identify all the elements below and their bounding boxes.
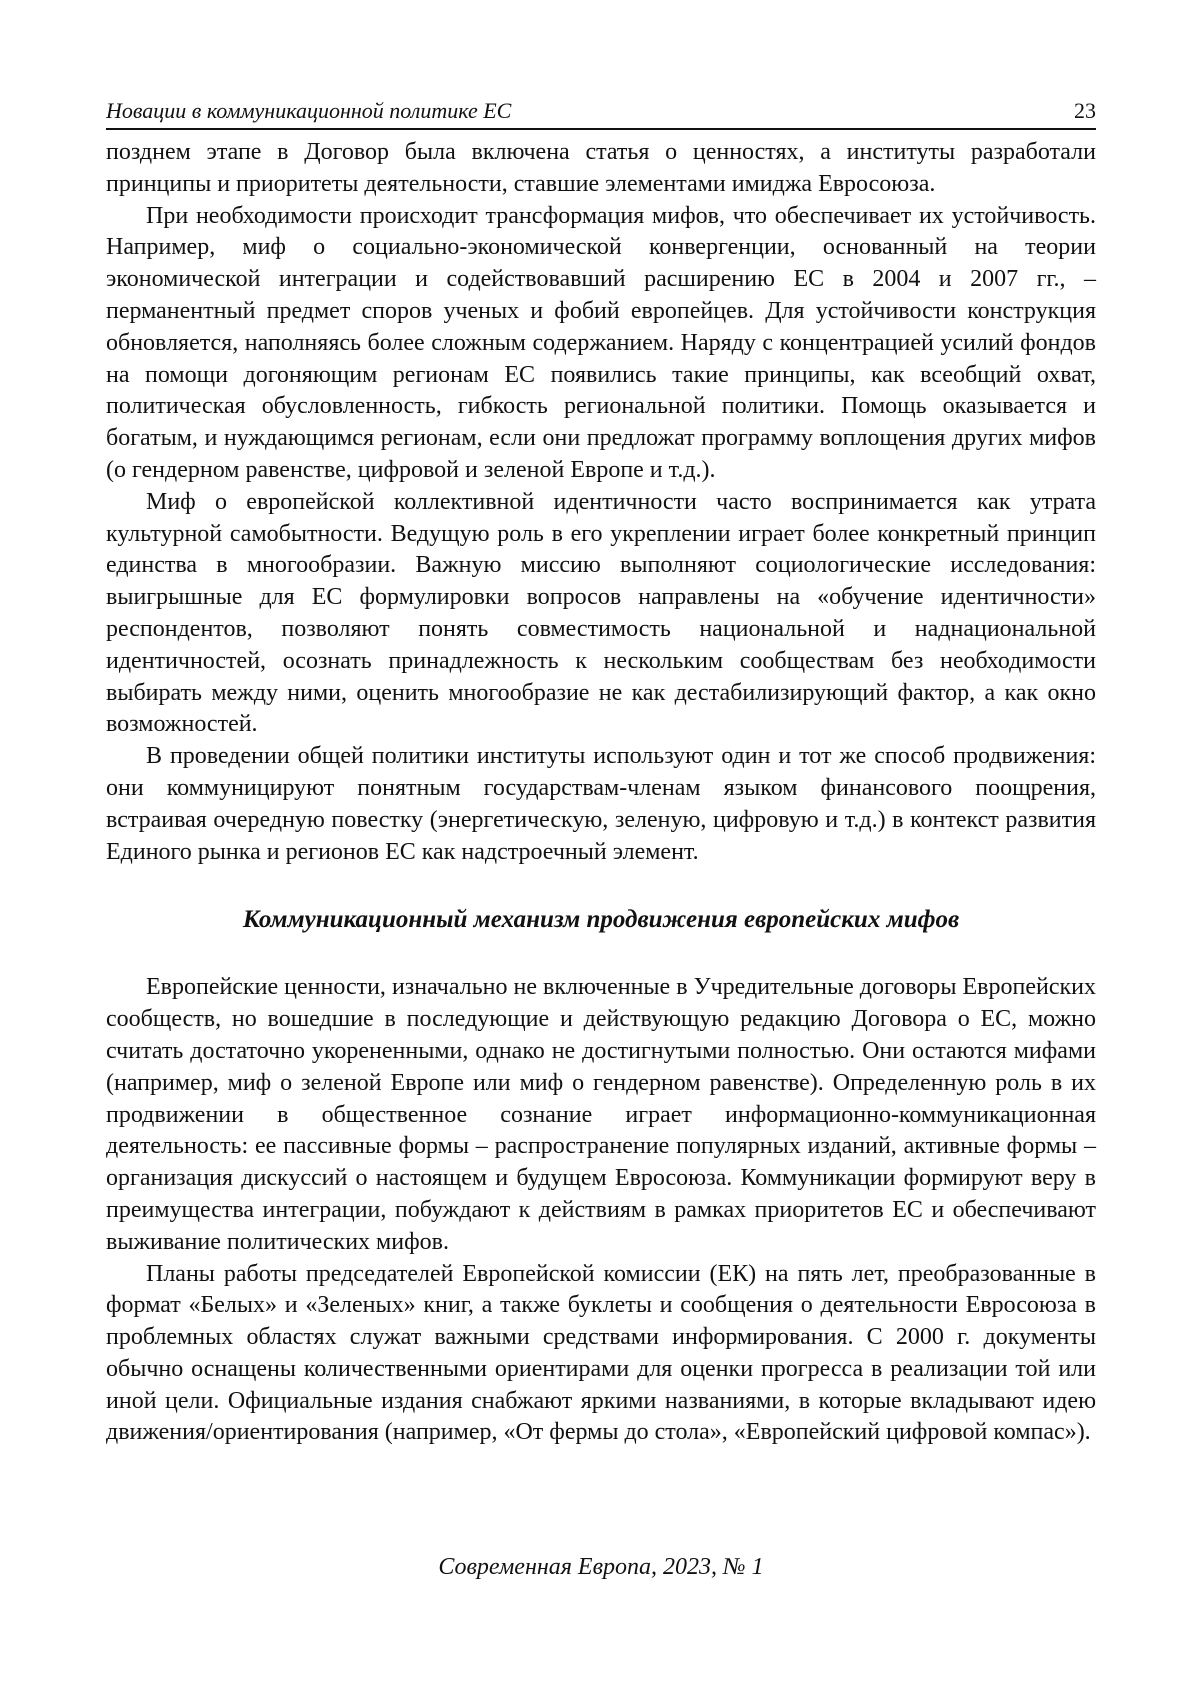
journal-footer: Современная Европа, 2023, № 1 xyxy=(438,1554,764,1580)
running-title: Новации в коммуникационной политике ЕС xyxy=(106,98,512,123)
paragraph-european-values: Европейские ценности, изначально не включенные в Учредительные договоры Европейских сообществ, но вошедшие в последующие и действующую редакцию Договора о ЕС, можно считать достаточно укорененными, однако не достигнутыми полностью. Они остаются мифами (например, миф о зеленой Европе или миф о гендерном равенстве). Определенную роль в их продвижении в общественное сознание играет информационно-коммуникационная деятельность: ее пассивные формы – распространение популярных изданий, активные формы – организация дискуссий о настоящем и будущем Евросоюза. Коммуникации формируют веру в преимущества интеграции, побуждают к действиям в рамках приоритетов ЕС и обеспечивают выживание политических мифов. xyxy=(106,974,1096,1255)
paragraph-myth-transformation: При необходимости происходит трансформация мифов, что обеспечивает их устойчивость. Например, миф о социально-экономической конвергенции, основанный на теории экономической интеграции и содействовавший расширению ЕС в 2004 и 2007 гг., – перманентный предмет споров ученых и фобий европейцев. Для устойчивости конструкция обновляется, наполняясь более сложным содержанием. Наряду с концентрацией усилий фондов на помощи догоняющим регионам ЕС появились такие принципы, как всеобщий охват, политическая обусловленность, гибкость региональной политики. Помощь оказывается и богатым, и нуждающимся регионам, если они предложат программу воплощения других мифов (о гендерном равенстве, цифровой и зеленой Европе и т.д.). xyxy=(106,202,1096,483)
paragraph-continued: позднем этапе в Договор была включена статья о ценностях, а институты разработали принципы и приоритеты деятельности, ставшие элементами имиджа Евросоюза. xyxy=(106,139,1096,197)
page-number: 23 xyxy=(1074,98,1096,123)
section-heading: Коммуникационный механизм продвижения европейских мифов xyxy=(242,906,960,934)
paragraph-common-policy: В проведении общей политики институты используют один и тот же способ продвижения: они коммуницируют понятным государствам-членам языком финансового поощрения, встраивая очередную повестку (энергетическую, зеленую, цифровую и т.д.) в контекст развития Единого рынка и регионов ЕС как надстроечный элемент. xyxy=(106,743,1096,865)
body-text xyxy=(106,137,1096,1449)
paragraph-commission-plans: Планы работы председателей Европейской комиссии (ЕК) на пять лет, преобразованные в формат «Белых» и «Зеленых» книг, а также буклеты и сообщения о деятельности Евросоюза в проблемных областях служат важными средствами информирования. С 2000 г. документы обычно оснащены количественными ориентирами для оценки прогресса в реализации той или иной цели. Официальные издания снабжают яркими названиями, в которые вкладывают идею движения/ориентирования (например, «От фермы до стола», «Европейский цифровой компас»). xyxy=(106,1260,1096,1446)
page xyxy=(106,96,1096,1449)
paragraph-collective-identity: Миф о европейской коллективной идентичности часто воспринимается как утрата культурной самобытности. Ведущую роль в его укреплении играет более конкретный принцип единства в многообразии. Важную миссию выполняют социологические исследования: выигрышные для ЕС формулировки вопросов направлены на «обучение идентичности» респондентов, позволяют понять совместимость национальной и наднациональной идентичностей, осознать принадлежность к нескольким сообществам без необходимости выбирать между ними, оценить многообразие не как дестабилизирующий фактор, а как окно возможностей. xyxy=(106,488,1096,738)
running-header xyxy=(106,96,1096,130)
